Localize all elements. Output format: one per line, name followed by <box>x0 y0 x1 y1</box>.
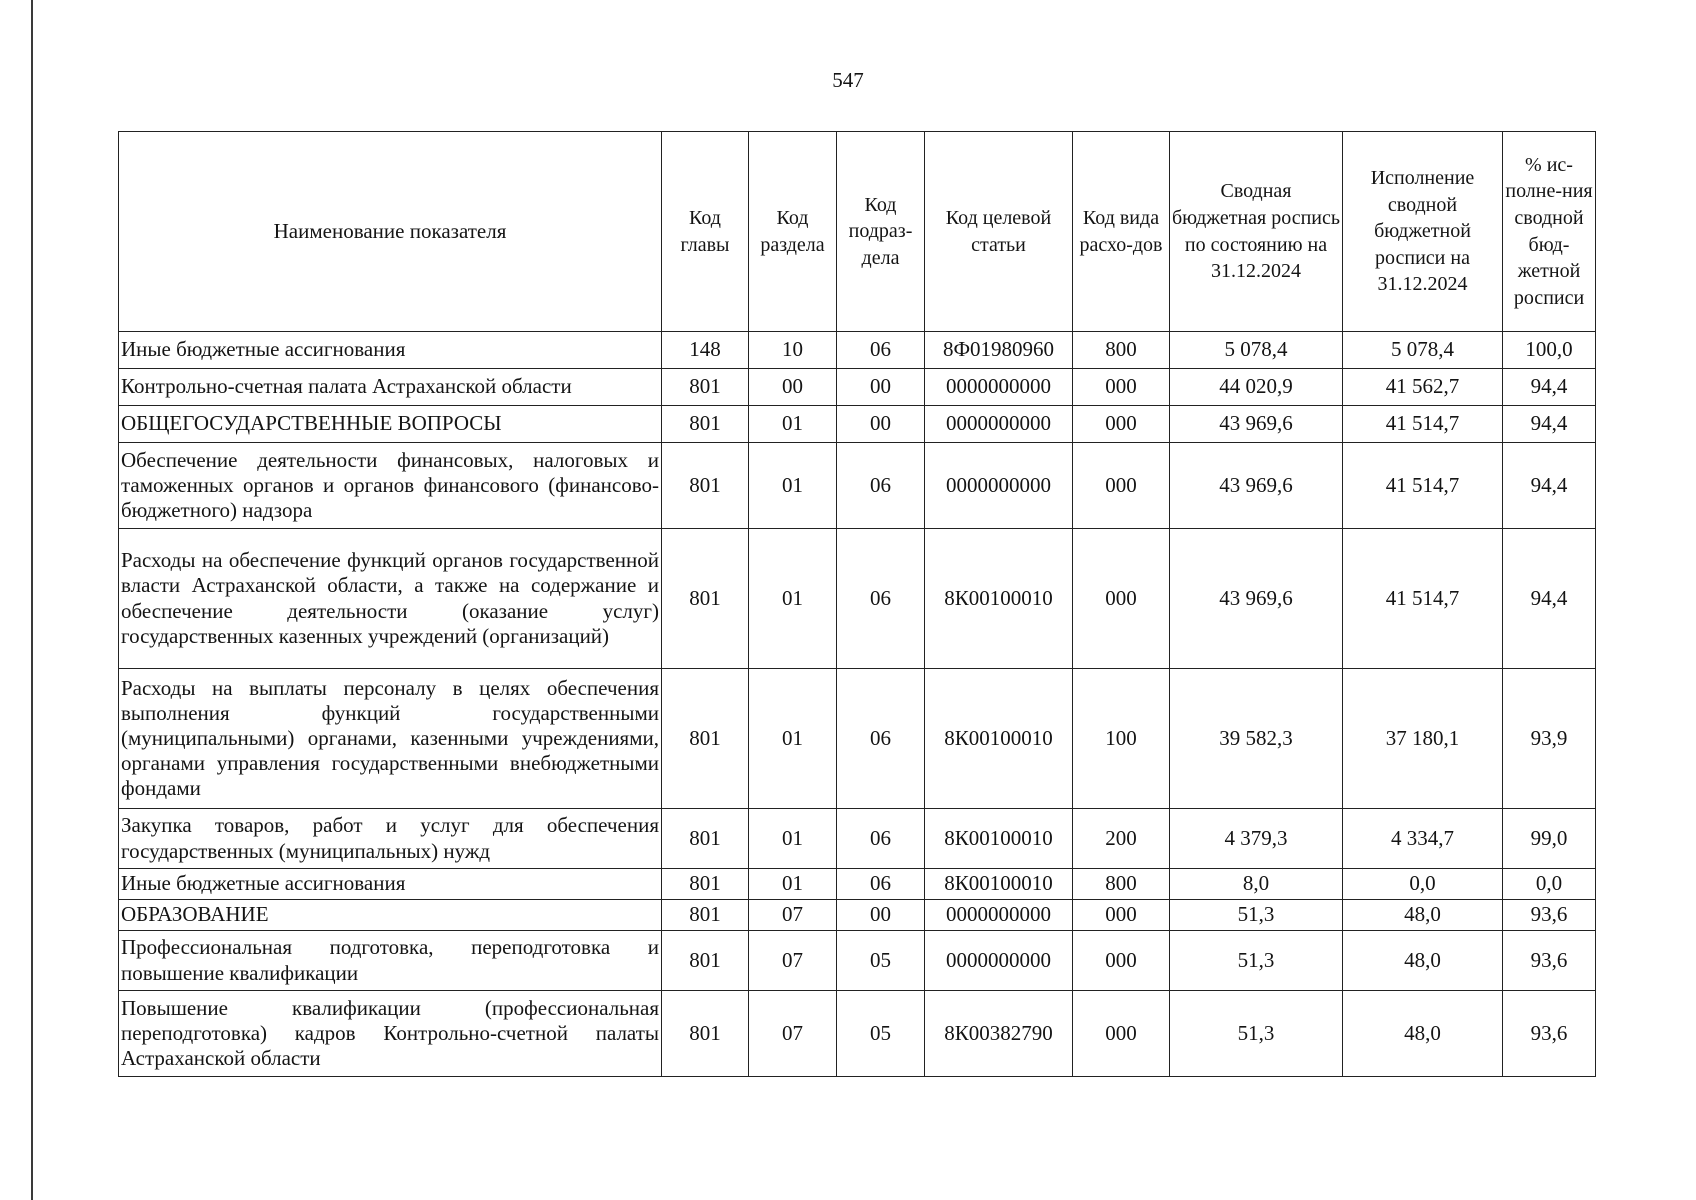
row-plan: 51,3 <box>1170 900 1343 931</box>
header-section-code: Код раздела <box>749 132 837 332</box>
row-target: 0000000000 <box>925 900 1073 931</box>
row-name: Закупка товаров, работ и услуг для обеспечения государственных (муниципальных) нужд <box>119 809 662 869</box>
row-section: 01 <box>749 809 837 869</box>
row-execution: 48,0 <box>1343 991 1503 1077</box>
row-name: Расходы на обеспечение функций органов государственной власти Астраханской области, а также на содержание и обеспечение деятельности (оказание услуг) государственных казенных учреждений (организаций) <box>119 529 662 669</box>
table-row <box>119 669 1596 809</box>
row-plan: 43 969,6 <box>1170 406 1343 443</box>
row-target: 8К00382790 <box>925 991 1073 1077</box>
row-plan: 39 582,3 <box>1170 669 1343 809</box>
row-subsection: 06 <box>837 529 925 669</box>
row-type: 000 <box>1073 406 1170 443</box>
row-execution: 41 514,7 <box>1343 406 1503 443</box>
row-section: 01 <box>749 669 837 809</box>
header-name: Наименование показателя <box>119 132 662 332</box>
row-type: 000 <box>1073 931 1170 991</box>
row-plan: 51,3 <box>1170 931 1343 991</box>
row-name: Расходы на выплаты персоналу в целях обеспечения выполнения функций государственными (муниципальными) органами, казенными учреждениями, органами управления государственными внебюджетными фондами <box>119 669 662 809</box>
scan-binding-edge <box>31 0 33 1200</box>
header-execution: Исполнение сводной бюджетной росписи на 31.12.2024 <box>1343 132 1503 332</box>
header-chapter-code: Код главы <box>662 132 749 332</box>
row-chapter: 801 <box>662 669 749 809</box>
row-name: Иные бюджетные ассигнования <box>119 869 662 900</box>
row-section: 10 <box>749 332 837 369</box>
row-target: 8К00100010 <box>925 529 1073 669</box>
row-section: 01 <box>749 869 837 900</box>
row-percent: 93,9 <box>1503 669 1596 809</box>
row-type: 800 <box>1073 332 1170 369</box>
row-chapter: 801 <box>662 369 749 406</box>
table-row <box>119 809 1596 869</box>
row-type: 000 <box>1073 900 1170 931</box>
header-expense-type-code: Код вида расхо-дов <box>1073 132 1170 332</box>
table-row <box>119 991 1596 1077</box>
row-name: ОБРАЗОВАНИЕ <box>119 900 662 931</box>
row-execution: 4 334,7 <box>1343 809 1503 869</box>
row-plan: 43 969,6 <box>1170 529 1343 669</box>
row-plan: 8,0 <box>1170 869 1343 900</box>
row-chapter: 801 <box>662 931 749 991</box>
row-name: ОБЩЕГОСУДАРСТВЕННЫЕ ВОПРОСЫ <box>119 406 662 443</box>
row-percent: 93,6 <box>1503 991 1596 1077</box>
row-execution: 41 514,7 <box>1343 443 1503 529</box>
row-type: 000 <box>1073 529 1170 669</box>
row-subsection: 06 <box>837 443 925 529</box>
row-percent: 94,4 <box>1503 443 1596 529</box>
row-target: 0000000000 <box>925 443 1073 529</box>
table-row <box>119 869 1596 900</box>
row-percent: 94,4 <box>1503 406 1596 443</box>
row-name: Профессиональная подготовка, переподготовка и повышение квалификации <box>119 931 662 991</box>
table-row <box>119 406 1596 443</box>
header-target-code: Код целевой статьи <box>925 132 1073 332</box>
row-percent: 0,0 <box>1503 869 1596 900</box>
row-percent: 94,4 <box>1503 529 1596 669</box>
row-target: 8К00100010 <box>925 869 1073 900</box>
row-execution: 41 562,7 <box>1343 369 1503 406</box>
table-row <box>119 369 1596 406</box>
row-section: 00 <box>749 369 837 406</box>
row-target: 8К00100010 <box>925 669 1073 809</box>
row-target: 0000000000 <box>925 406 1073 443</box>
header-percent: % ис-полне-ния сводной бюд-жетной росписи <box>1503 132 1596 332</box>
table-row <box>119 332 1596 369</box>
table-header-row <box>119 132 1596 332</box>
header-budget-plan: Сводная бюджетная роспись по состоянию на 31.12.2024 <box>1170 132 1343 332</box>
row-type: 800 <box>1073 869 1170 900</box>
row-percent: 93,6 <box>1503 900 1596 931</box>
row-subsection: 06 <box>837 669 925 809</box>
row-plan: 5 078,4 <box>1170 332 1343 369</box>
row-plan: 44 020,9 <box>1170 369 1343 406</box>
row-percent: 93,6 <box>1503 931 1596 991</box>
table-row <box>119 931 1596 991</box>
row-section: 01 <box>749 529 837 669</box>
row-chapter: 801 <box>662 529 749 669</box>
row-type: 000 <box>1073 443 1170 529</box>
row-subsection: 06 <box>837 332 925 369</box>
row-execution: 48,0 <box>1343 900 1503 931</box>
row-execution: 41 514,7 <box>1343 529 1503 669</box>
row-execution: 5 078,4 <box>1343 332 1503 369</box>
table-row <box>119 900 1596 931</box>
row-chapter: 801 <box>662 900 749 931</box>
row-section: 07 <box>749 931 837 991</box>
row-subsection: 05 <box>837 931 925 991</box>
row-target: 0000000000 <box>925 931 1073 991</box>
row-percent: 99,0 <box>1503 809 1596 869</box>
row-execution: 0,0 <box>1343 869 1503 900</box>
row-type: 000 <box>1073 369 1170 406</box>
row-name: Обеспечение деятельности финансовых, налоговых и таможенных органов и органов финансового (финансово-бюджетного) надзора <box>119 443 662 529</box>
row-percent: 94,4 <box>1503 369 1596 406</box>
row-target: 8Ф01980960 <box>925 332 1073 369</box>
row-subsection: 00 <box>837 406 925 443</box>
row-plan: 51,3 <box>1170 991 1343 1077</box>
row-target: 0000000000 <box>925 369 1073 406</box>
row-name: Повышение квалификации (профессиональная переподготовка) кадров Контрольно-счетной палаты Астраханской области <box>119 991 662 1077</box>
row-type: 100 <box>1073 669 1170 809</box>
row-subsection: 00 <box>837 900 925 931</box>
row-chapter: 801 <box>662 406 749 443</box>
row-execution: 37 180,1 <box>1343 669 1503 809</box>
table-row <box>119 529 1596 669</box>
row-chapter: 801 <box>662 991 749 1077</box>
row-name: Иные бюджетные ассигнования <box>119 332 662 369</box>
row-chapter: 801 <box>662 869 749 900</box>
row-name: Контрольно-счетная палата Астраханской области <box>119 369 662 406</box>
header-subsection-code: Код подраз-дела <box>837 132 925 332</box>
row-chapter: 801 <box>662 443 749 529</box>
row-section: 01 <box>749 443 837 529</box>
row-chapter: 148 <box>662 332 749 369</box>
row-subsection: 05 <box>837 991 925 1077</box>
row-type: 000 <box>1073 991 1170 1077</box>
row-percent: 100,0 <box>1503 332 1596 369</box>
row-plan: 43 969,6 <box>1170 443 1343 529</box>
budget-execution-table <box>118 131 1596 1077</box>
row-type: 200 <box>1073 809 1170 869</box>
row-subsection: 06 <box>837 869 925 900</box>
row-plan: 4 379,3 <box>1170 809 1343 869</box>
page-number: 547 <box>832 68 864 92</box>
row-section: 01 <box>749 406 837 443</box>
row-target: 8К00100010 <box>925 809 1073 869</box>
row-chapter: 801 <box>662 809 749 869</box>
row-subsection: 00 <box>837 369 925 406</box>
row-subsection: 06 <box>837 809 925 869</box>
table-row <box>119 443 1596 529</box>
row-section: 07 <box>749 900 837 931</box>
row-section: 07 <box>749 991 837 1077</box>
row-execution: 48,0 <box>1343 931 1503 991</box>
